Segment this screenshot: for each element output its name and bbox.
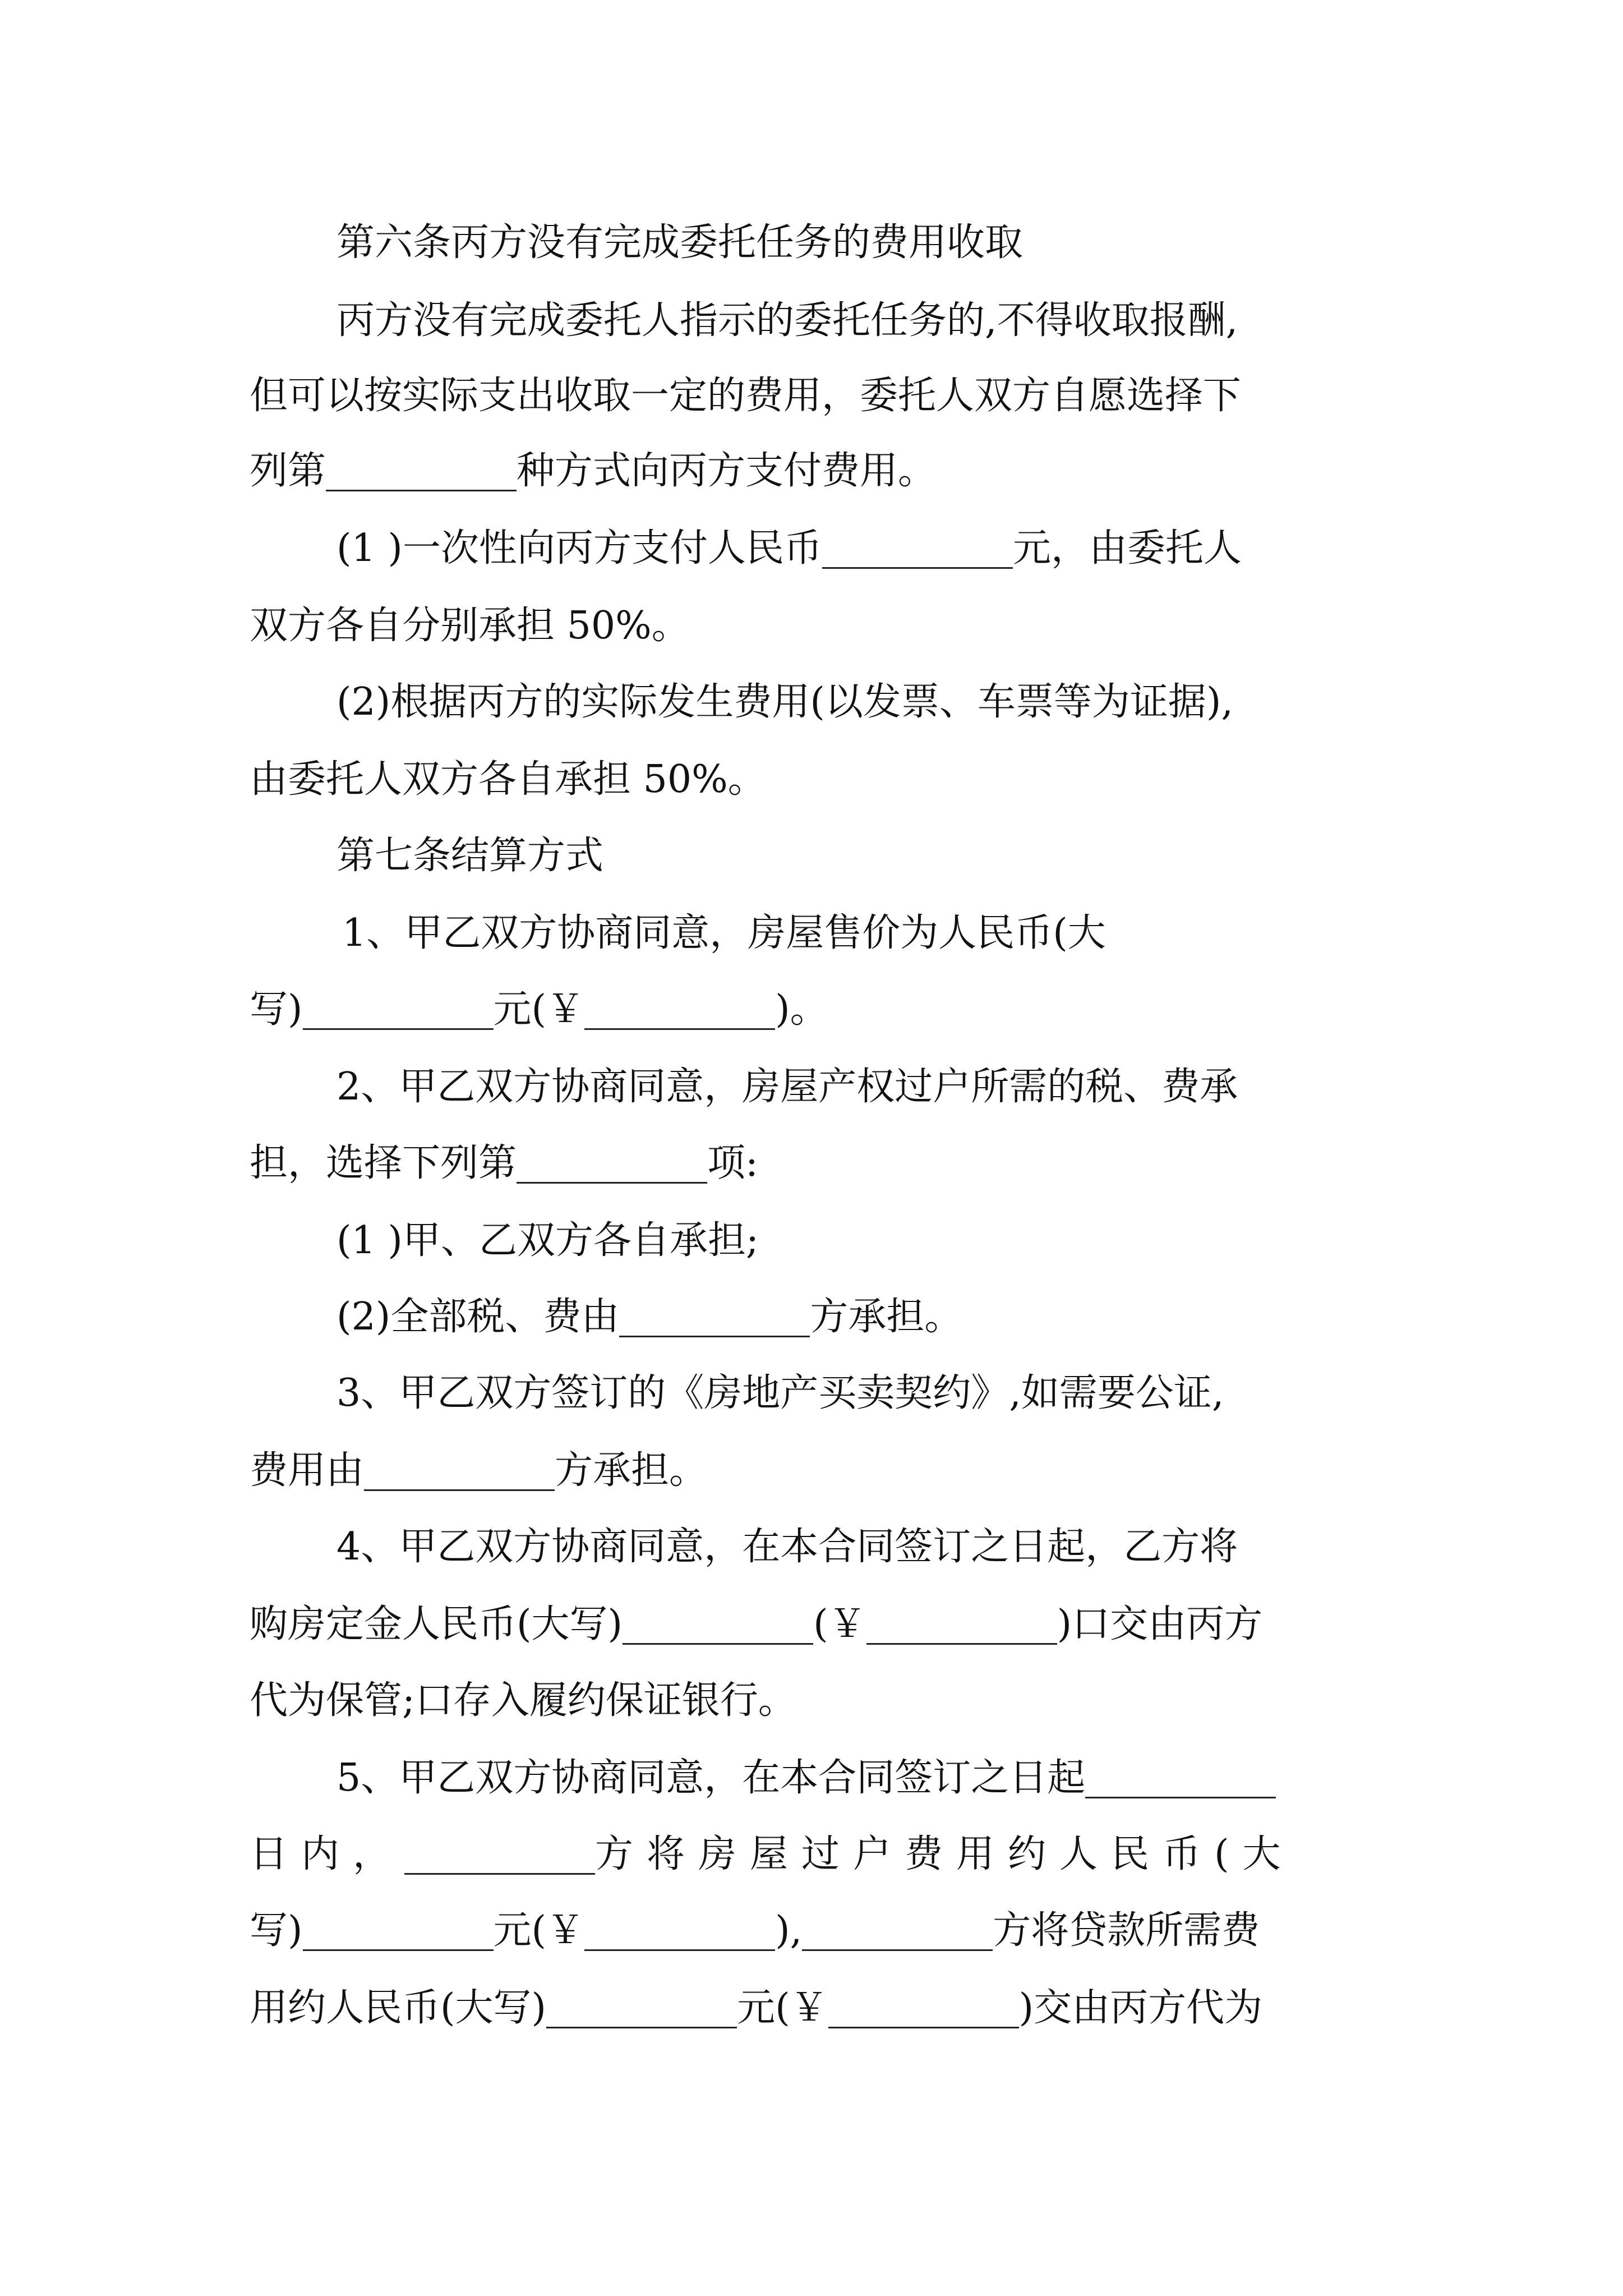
text-segment: 双方各自分别承担 50%。 bbox=[250, 604, 690, 648]
text-segment: 列第 bbox=[250, 449, 326, 493]
text-segment: 担，选择下列第 bbox=[250, 1141, 517, 1185]
fill-in-blank bbox=[326, 452, 517, 491]
text-segment: 方将贷款所需费 bbox=[993, 1908, 1260, 1953]
text-segment: (￥ bbox=[813, 1602, 866, 1646]
fill-in-blank bbox=[546, 1989, 737, 2028]
fill-in-blank bbox=[802, 1911, 993, 1951]
clause-line bbox=[336, 1289, 962, 1345]
article-6-title bbox=[336, 215, 1023, 271]
text-segment: 方将房屋过户费用约人民币(大 bbox=[595, 1832, 1294, 1876]
text-segment: (2)根据丙方的实际发生费用(以发票、车票等为证据), bbox=[336, 680, 1233, 724]
fill-in-blank bbox=[404, 1835, 595, 1875]
text-segment: 丙方没有完成委托人指示的委托任务的,不得收取报酬, bbox=[336, 298, 1238, 343]
fill-in-blank bbox=[866, 1605, 1057, 1645]
fill-in-blank bbox=[828, 1989, 1019, 2028]
text-segment: 但可以按实际支出收取一定的费用，委托人双方自愿选择下 bbox=[250, 374, 1242, 418]
clause-line bbox=[250, 1135, 758, 1191]
fill-in-blank bbox=[619, 1297, 810, 1337]
text-segment: 元(￥ bbox=[737, 1986, 828, 2030]
text-segment: 第七条结算方式 bbox=[336, 834, 604, 878]
clause-line bbox=[342, 905, 1106, 961]
clause-line bbox=[250, 1443, 707, 1499]
text-segment: 用约人民币(大写) bbox=[250, 1986, 547, 2030]
text-segment: )口交由丙方 bbox=[1057, 1602, 1263, 1646]
text-segment: 方承担。 bbox=[555, 1448, 708, 1493]
clause-line bbox=[336, 1213, 759, 1269]
fill-in-blank bbox=[584, 990, 775, 1030]
clause-line bbox=[336, 1365, 1224, 1421]
text-segment: 购房定金人民币(大写) bbox=[250, 1602, 623, 1646]
clause-line bbox=[250, 982, 828, 1038]
fill-in-blank bbox=[584, 1911, 775, 1951]
text-segment: ), bbox=[775, 1908, 803, 1953]
clause-line bbox=[250, 1826, 1294, 1883]
text-segment: 3、甲乙双方签订的《房地产买卖契约》,如需要公证, bbox=[336, 1371, 1224, 1415]
text-segment: 4、甲乙双方协商同意，在本合同签订之日起，乙方将 bbox=[336, 1525, 1238, 1569]
clause-line bbox=[250, 1903, 1260, 1959]
text-segment: 费用由 bbox=[250, 1448, 365, 1493]
option-line bbox=[336, 521, 1242, 577]
text-segment: 5、甲乙双方协商同意，在本合同签订之日起 bbox=[336, 1756, 1086, 1800]
text-segment: 项: bbox=[707, 1141, 758, 1185]
clause-line bbox=[336, 1750, 1276, 1806]
text-segment: 元(￥ bbox=[493, 1908, 585, 1953]
text-segment: 2、甲乙双方协商同意，房屋产权过户所需的税、费承 bbox=[336, 1065, 1238, 1109]
text-segment: 代为保管;口存入履约保证银行。 bbox=[250, 1678, 796, 1723]
text-segment: 日内， bbox=[250, 1832, 405, 1876]
fill-in-blank bbox=[822, 529, 1013, 569]
option-line bbox=[250, 752, 766, 808]
clause-line bbox=[250, 1673, 796, 1729]
fill-in-blank bbox=[623, 1605, 813, 1645]
clause-line bbox=[336, 1059, 1238, 1115]
text-segment: 种方式向丙方支付费用。 bbox=[517, 449, 937, 493]
paragraph-line bbox=[250, 368, 1241, 424]
text-segment: 写) bbox=[250, 987, 303, 1032]
text-segment: 由委托人双方各自承担 50%。 bbox=[250, 757, 766, 802]
clause-line bbox=[336, 1519, 1238, 1575]
option-line bbox=[336, 674, 1233, 730]
fill-in-blank bbox=[517, 1144, 707, 1184]
text-segment: 写) bbox=[250, 1908, 303, 1953]
paragraph-line bbox=[336, 293, 1238, 349]
text-segment: 第六条丙方没有完成委托任务的费用收取 bbox=[336, 220, 1023, 265]
fill-in-blank bbox=[303, 990, 494, 1030]
article-7-title bbox=[336, 828, 603, 884]
text-segment: 元(￥ bbox=[493, 987, 585, 1032]
text-segment: 1、甲乙双方协商同意，房屋售价为人民币(大 bbox=[342, 911, 1106, 955]
clause-line bbox=[250, 1980, 1262, 2036]
fill-in-blank bbox=[1085, 1759, 1276, 1798]
text-segment: )。 bbox=[775, 987, 828, 1032]
text-segment: 元，由委托人 bbox=[1012, 526, 1242, 570]
text-segment: (1 )一次性向丙方支付人民币 bbox=[336, 526, 822, 570]
paragraph-line bbox=[250, 443, 936, 499]
text-segment: (2)全部税、费由 bbox=[336, 1295, 620, 1339]
fill-in-blank bbox=[303, 1911, 494, 1951]
text-segment: 方承担。 bbox=[810, 1295, 963, 1339]
text-segment: )交由丙方代为 bbox=[1018, 1986, 1263, 2030]
clause-line bbox=[250, 1596, 1262, 1653]
option-line bbox=[250, 598, 690, 654]
text-segment: (1 )甲、乙双方各自承担; bbox=[336, 1218, 759, 1263]
fill-in-blank bbox=[364, 1451, 555, 1491]
